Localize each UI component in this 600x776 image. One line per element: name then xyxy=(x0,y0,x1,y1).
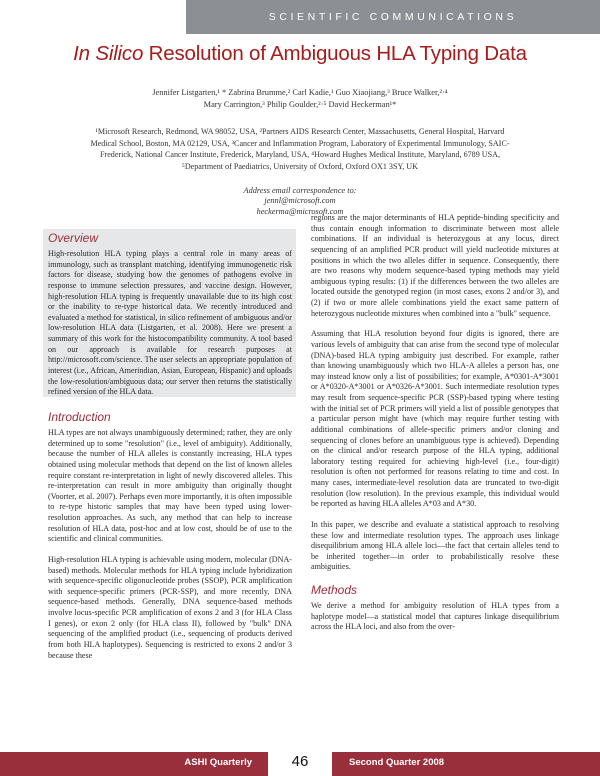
introduction-section xyxy=(48,410,292,671)
article-title xyxy=(0,42,600,66)
body-paragraph: Assuming that HLA resolution beyond four digits is ignored, there are various levels of ambiguity that can arise from the second type of molecular (DNA)-based HLA typing ambiguity just described. For example, rather than knowing unambiguously which two HLA-A alleles a person has, one may instead know only a list of possibilities; for example, A*0301-A*3001 or A*0320-A*3001 or A*0326-A*3001. Such intermediate resolution types may result from sequence-specific PCR (SSP)-based typing where testing with the initial set of PCR primers will yield a list of possible genotypes that a particular person might have (which may require further testing with additional combinations of allele-specific primers and/or cloning and sequencing of clones before an unambiguous type is achieved). Depending on the clinical and/or research purpose of the HLA typing, additional laboratory testing required for achieving high-level (i.e., four-digit) resolution is often not performed for reasons relating to time and cost. In many cases, intermediate-level resolution data are truncated to two-digit resolution (low resolution). In the previous example, this individual would be reported as having HLA alleles A*03 and A*30. xyxy=(311,329,559,509)
author-line: Jennifer Listgarten,¹ * Zabrina Brumme,² Carl Kadie,¹ Guo Xiaojiang,³ Bruce Walker,²·⁴ xyxy=(152,88,448,97)
author-line: Mary Carrington,³ Philip Goulder,²·⁵ David Heckerman¹* xyxy=(203,100,397,109)
affiliation-line: ¹Microsoft Research, Redmond, WA 98052, USA, ²Partners AIDS Research Center, Massachusetts, General Hospital, Harvard xyxy=(95,127,505,136)
page-number: 46 xyxy=(291,753,309,770)
affiliation-line: Frederick, National Cancer Institute, Frederick, Maryland, USA, ⁴Howard Hughes Medical Institute, Maryland, 6789 USA, xyxy=(100,150,500,160)
email-link[interactable]: heckerma@microsoft.com xyxy=(256,206,344,216)
methods-heading: Methods xyxy=(311,583,358,597)
body-paragraph: In this paper, we describe and evaluate a statistical approach to resolving these low and intermediate resolution types. The approach uses linkage disequilibrium among HLA allele loci—the fact that certain alleles tend to be inherited together—in order to probabilistically resolve these ambiguities. xyxy=(311,519,559,572)
title-italic: In Silico xyxy=(73,42,144,65)
author-list xyxy=(90,87,510,111)
body-paragraph: regions are the major determinants of HLA peptide-binding specificity and thus contain enough information to discriminate between most allele combinations. If an individual is heterozygous at any locus, direct sequencing of an amplified PCR product will yield nucleotide mixtures at positions in which the two alleles differ in sequence. Consequently, there are two reasons why modern sequence-based typing methods may yield ambiguous typing results: (1) if the differences between the two alleles are located outside the genotyped region (in most cases, exons 2 and/or 3), and (2) if two or more allele combinations yield the exact same pattern of heterozygous nucleotide mixtures when combined into a "bulk" sequence. xyxy=(311,213,559,318)
section-banner: SCIENTIFIC COMMUNICATIONS xyxy=(186,0,600,34)
correspondence-label: Address email correspondence to: xyxy=(243,186,357,195)
affiliations xyxy=(24,126,576,172)
body-paragraph: HLA types are not always unambiguously determined; rather, they are only determined up to some "resolution" (i.e., level of ambiguity). Additionally, because the number of HLA alleles is constantly increasing, HLA types obtained using molecular methods that depend on the list of known alleles require constant re-interpretation in light of newly discovered alleles. This re-interpretation can result in more ambiguity than originally thought (Voorter, et al. 2007). Perhaps even more importantly, it is often impossible to re-type historic samples that may have been typed using lower-resolution approaches. As such, any method that can help to increase resolution of HLA data, post-hoc and at low cost, should be of use to the scientific and clinical communities. xyxy=(48,428,292,544)
journal-name: ASHI Quarterly xyxy=(184,757,252,768)
body-paragraph: High-resolution HLA typing is achievable using modern, molecular (DNA-based) methods. Molecular methods for HLA typing include hybridization with sequence-specific oligonucleotide probes (SSOP), PCR amplification with sequence-specific primers (PCR-SSP), and more recently, DNA sequence-based methods. Generally, DNA sequence-based methods involve locus-specific PCR amplification of exons 2 and 3 (for HLA Class I genes), or exon 2 only (for HLA class II), followed by "bulk" DNA sequencing of the amplified product (i.e., sequencing of products derived from both HLA haplotypes). Sequencing is restricted to exons 2 and/or 3 because these xyxy=(48,554,292,660)
issue-label: Second Quarter 2008 xyxy=(349,757,445,768)
title-rest: Resolution of Ambiguous HLA Typing Data xyxy=(143,42,527,65)
right-column xyxy=(311,213,559,643)
body-paragraph: We derive a method for ambiguity resolution of HLA types from a haplotype model—a statistical model that captures linkage disequilibrium across the HLA loci, and also from the over- xyxy=(311,601,559,632)
introduction-heading: Introduction xyxy=(48,410,111,424)
page-footer xyxy=(0,752,600,776)
overview-section xyxy=(48,231,292,408)
overview-heading: Overview xyxy=(48,231,99,245)
affiliation-line: ⁵Department of Paediatrics, University of Oxford, Oxford OX1 3SY, UK xyxy=(182,161,418,171)
affiliation-line: Medical School, Boston, MA 02129, USA, ³Cancer and Inflammation Program, Laboratory of Experimental Immunology, SAIC- xyxy=(90,138,510,148)
overview-paragraph: High-resolution HLA typing plays a central role in many areas of immunology, such as transplant matching, identifying immunogenetic risk factors for disease, studying how the genomes of pathogens evolve in response to immune selection pressures, and vaccine design. However, high-resolution HLA typing is frequently unavailable due to its high cost or the inability to re-type historical data. We recently introduced and evaluated a method for statistical, in silico refinement of ambiguous and/or low-resolution HLA data (Listgarten, et al. 2008). Here we present a summary of this work for the histocompatibility community. A tool based on our approach is available for research purposes at http://microsoft.com/science. The user selects an appropriate population of interest (i.e., African, Amerindian, Asian, European, Hispanic) and uploads the low-resolution/ambiguous data; our server then returns the statistically refined version of the HLA data. xyxy=(48,249,292,397)
email-link[interactable]: jennl@microsoft.com xyxy=(264,196,336,206)
